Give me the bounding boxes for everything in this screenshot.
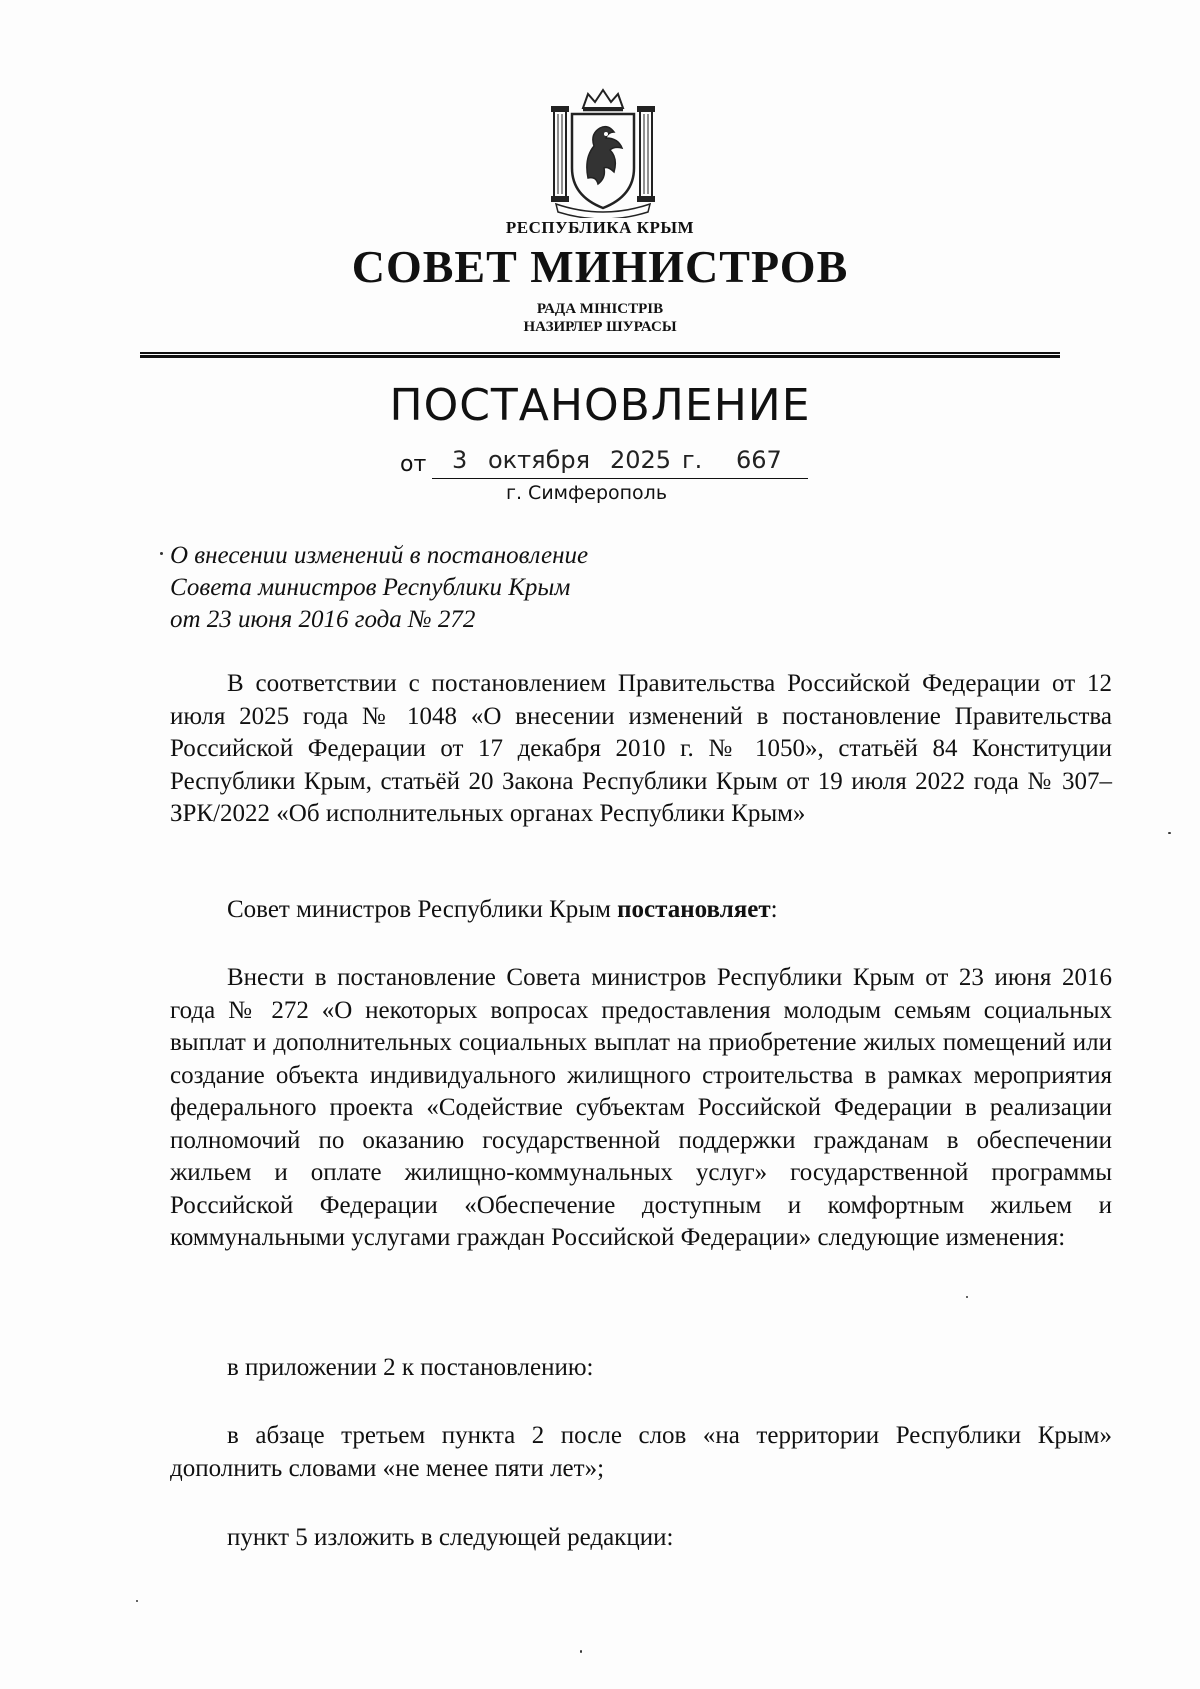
council-title-ukrainian: РАДА МІНІСТРІВ [536, 301, 664, 317]
paragraph-text: Совет министров Республики Крым [227, 896, 618, 923]
scan-speck [580, 1650, 582, 1653]
date-year-suffix: г. [682, 446, 703, 474]
paragraph-text: Внести в постановление Совета министров Республики Крым от 23 июня 2016 года № 272 «О некоторых вопросах предоставления молодым семьям социальных выплат и дополнительных социальных выплат на приобретение жилых помещений или создание объекта индивидуального жилищного строительства в рамках мероприятия федерального проекта «Содействие субъектам Российской Федерации в реализации полномочий по оказанию государственной поддержки гражданам в обеспечении жильем и оплате жилищно-коммунальных услуг» государственной программы Российской Федерации «Обеспечение доступным и комфортным жильем и коммунальными услугами граждан Российской Федерации» следующие изменения: [170, 964, 1112, 1251]
paragraph-resolves [227, 894, 778, 926]
subject-line: Совета министров Республики Крым [170, 574, 571, 601]
scan-speck [160, 552, 163, 555]
paragraph-text: в абзаце третьем пункта 2 после слов «на территории Республики Крым» дополнить словами «не менее пяти лет»; [170, 1422, 1112, 1482]
scan-speck [1168, 832, 1171, 834]
scan-speck [136, 1600, 138, 1602]
paragraph-text: : [770, 896, 778, 923]
city: г. Симферополь [506, 482, 668, 504]
paragraph-annex: в приложении 2 к постановлению: [227, 1354, 594, 1381]
paragraph-amendment [170, 962, 1112, 1255]
header-divider [140, 352, 1060, 358]
date-prefix: от [400, 452, 427, 477]
date-day: 3 [452, 446, 468, 474]
resolves-word: постановляет [617, 896, 771, 923]
crimea-coat-of-arms-icon [548, 88, 658, 218]
document-number: 667 [736, 446, 782, 474]
date-month: октября [488, 446, 591, 474]
subject-line: О внесении изменений в постановление [170, 542, 589, 569]
paragraph-clause-5: пункт 5 изложить в следующей редакции: [227, 1524, 674, 1551]
paragraph-clause-2 [170, 1420, 1112, 1485]
scan-speck [966, 1296, 968, 1298]
date-underline [432, 478, 808, 479]
paragraph-text: В соответствии с постановлением Правительства Российской Федерации от 12 июля 2025 года № 1048 «О внесении изменений в постановление Правительства Российской Федерации от 17 декабря 2010 г. № 1050», статьёй 84 Конституции Республики Крым, статьёй 20 Закона Республики Крым от 19 июля 2022 года № 307–ЗРК/2022 «Об исполнительных органах Республики Крым» [170, 670, 1112, 827]
date-number-line [400, 446, 820, 480]
council-title-crimean-tatar: НАЗИРЛЕР ШУРАСЫ [523, 319, 677, 335]
republic-name: РЕСПУБЛИКА КРЫМ [505, 218, 695, 237]
document-type: ПОСТАНОВЛЕНИЕ [389, 380, 811, 431]
date-year: 2025 [610, 446, 672, 474]
paragraph-legal-basis [170, 668, 1112, 831]
council-title: СОВЕТ МИНИСТРОВ [351, 241, 849, 292]
document-subject [170, 540, 588, 636]
subject-line: от 23 июня 2016 года № 272 [170, 606, 476, 633]
